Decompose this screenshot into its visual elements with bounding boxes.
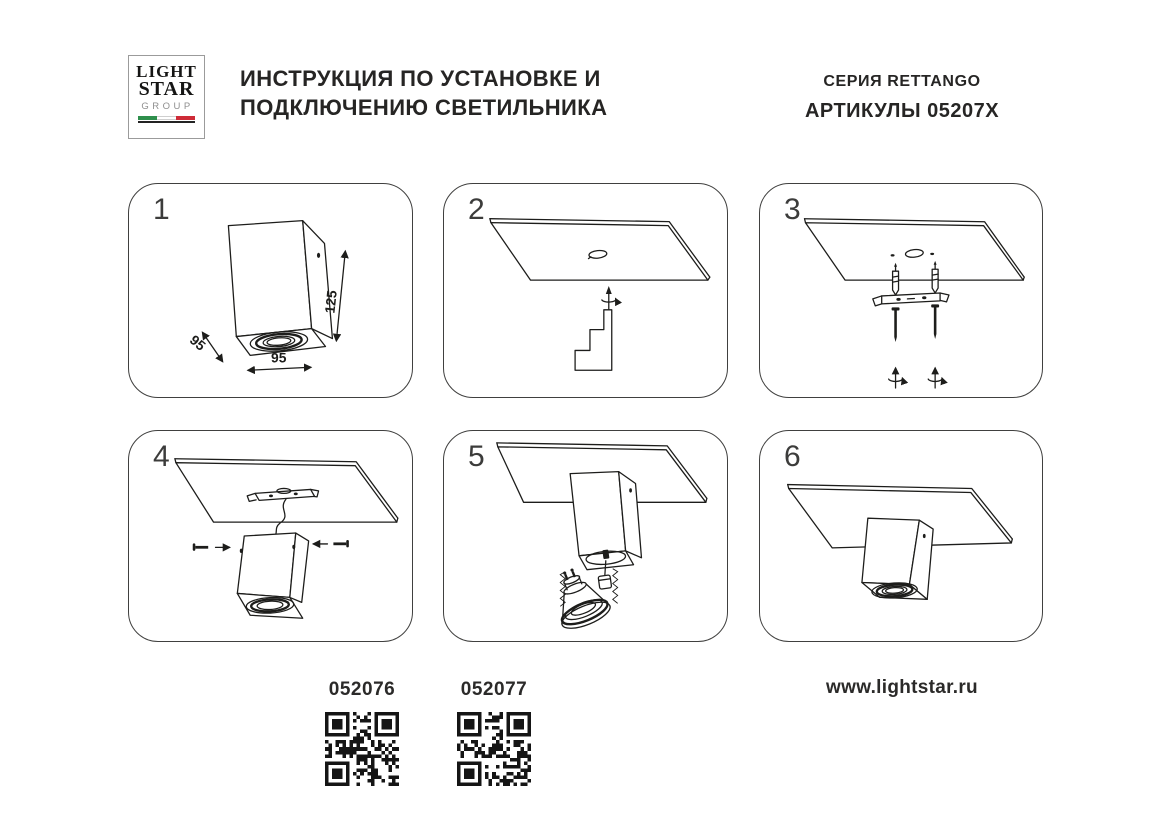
step2-hole-diagram <box>444 184 727 397</box>
step-panel-4 <box>128 430 413 642</box>
step-panel-3 <box>759 183 1043 398</box>
step-panel-2 <box>443 183 728 398</box>
step-number-5: 5 <box>468 440 485 473</box>
series-label: СЕРИЯ RETTANGO <box>823 73 981 90</box>
screw-rotation-icon <box>602 286 616 309</box>
twist-spring-left <box>560 572 565 607</box>
svg-text:95: 95 <box>186 331 209 354</box>
screw-rotation-icon-right <box>928 368 942 388</box>
mounted-fixture-box <box>570 472 641 570</box>
twist-spring-right <box>613 569 618 604</box>
qr-code-052077 <box>457 712 531 786</box>
product-code-052076: 052076 <box>328 679 396 700</box>
flag-underline <box>138 121 195 123</box>
italian-flag-stripe <box>138 116 195 120</box>
step6-finished-diagram <box>760 431 1042 641</box>
step-number-4: 4 <box>153 440 170 473</box>
screw-left <box>892 307 900 342</box>
step5-insert-lamp-diagram <box>444 431 727 641</box>
step-panel-6 <box>759 430 1043 642</box>
drill-step-template <box>575 286 616 370</box>
logo-line2: STAR <box>138 78 195 100</box>
side-screw-right <box>314 540 349 547</box>
product-code-052077: 052077 <box>460 679 528 700</box>
flag-green <box>138 116 157 120</box>
fixture-box <box>228 221 332 356</box>
svg-text:95: 95 <box>270 349 287 366</box>
ceiling-panel <box>175 459 398 522</box>
step-number-2: 2 <box>468 193 485 226</box>
lightstar-logo <box>128 55 205 139</box>
screw-right <box>931 304 939 339</box>
logo-line1: LIGHT <box>136 62 197 81</box>
side-screw-left <box>193 543 230 550</box>
logo-line3: GROUP <box>141 101 194 112</box>
title-line-1: ИНСТРУКЦИЯ ПО УСТАНОВКЕ И <box>240 66 601 91</box>
spotlight-bulb <box>544 561 614 634</box>
series-block <box>760 73 1044 123</box>
ceiling-panel <box>805 219 1025 280</box>
wire-connector <box>598 575 612 589</box>
ceiling-panel <box>490 219 710 280</box>
screw-rotation-icon-left <box>889 368 903 388</box>
step-number-3: 3 <box>784 193 801 226</box>
svg-text:125: 125 <box>321 289 340 315</box>
step1-dimensions-diagram <box>129 184 412 397</box>
step-number-6: 6 <box>784 440 801 473</box>
qr-code-052076 <box>325 712 399 786</box>
dimension-depth-95 <box>187 332 223 362</box>
step-panel-1 <box>128 183 413 398</box>
page-title <box>240 64 607 122</box>
articles-label: АРТИКУЛЫ 05207X <box>804 100 1000 122</box>
step-panel-5 <box>443 430 728 642</box>
website-url[interactable]: www.lightstar.ru <box>826 677 978 698</box>
step4-attach-body-diagram <box>129 431 412 641</box>
mounted-fixture-box <box>862 518 933 599</box>
title-line-2: ПОДКЛЮЧЕНИЮ СВЕТИЛЬНИКА <box>240 95 608 120</box>
fixture-box <box>237 533 308 618</box>
flag-red <box>176 116 195 120</box>
step-number-1: 1 <box>153 193 170 226</box>
flag-white <box>157 116 176 120</box>
mounting-bracket <box>873 293 949 306</box>
step3-anchors-bracket-diagram <box>760 184 1042 397</box>
